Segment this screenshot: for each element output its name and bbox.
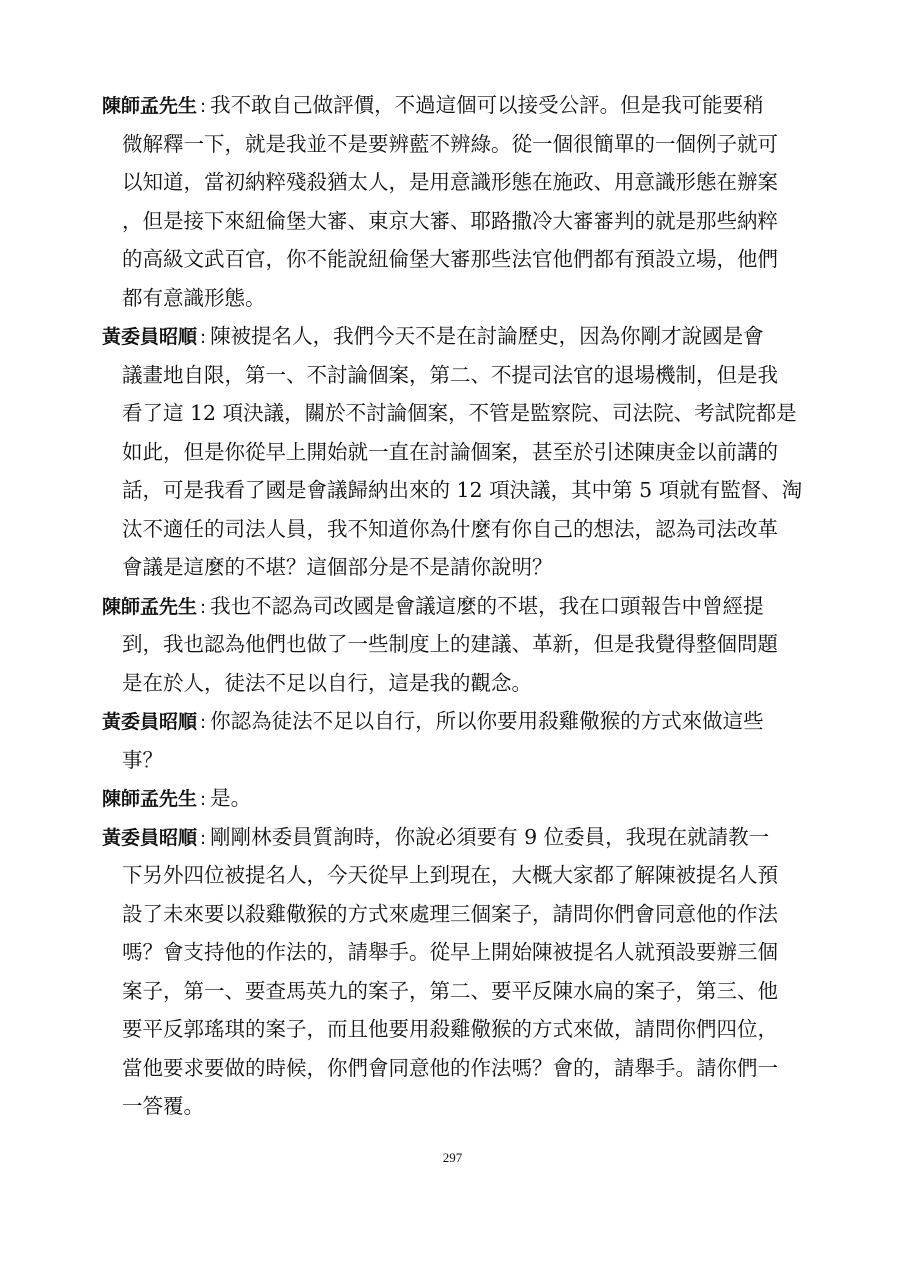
line-text: 微解釋一下，就是我並不是要辨藍不辨綠。從一個很簡單的一個例子就可: [122, 131, 778, 156]
text-line: [102, 86, 808, 125]
speaker-name: 陳師孟先生: [102, 95, 198, 117]
speaker-name: 陳師孟先生: [102, 788, 198, 810]
line-text: 都有意識形態。: [122, 285, 266, 310]
line-text: 話，可是我看了國是會議歸納出來的 12 項決議，其中第 5 項就有監督、淘: [122, 478, 803, 502]
text-line: [102, 664, 808, 703]
text-line: [102, 587, 808, 626]
speech-paragraph: [102, 317, 808, 587]
line-text: 是在於人，徒法不足以自行，這是我的觀念。: [122, 670, 532, 695]
text-line: [102, 548, 808, 587]
text-line: [102, 317, 808, 356]
line-text: 是。: [210, 786, 252, 810]
line-text: 要平反郭瑤琪的案子，而且他要用殺雞儆猴的方式來做，請問你們四位，: [122, 1017, 778, 1041]
text-line: [102, 279, 808, 318]
text-line: [102, 510, 808, 549]
speaker-separator: :: [200, 827, 207, 849]
text-line: [102, 394, 808, 433]
line-text: 案子，第一、要查馬英九的案子，第二、要平反陳水扁的案子，第三、他: [122, 978, 778, 1003]
text-line: [102, 779, 808, 818]
speech-paragraph: [102, 587, 808, 703]
speech-paragraph: [102, 779, 808, 818]
speaker-name: 黃委員昭順: [102, 711, 198, 733]
line-text: 設了未來要以殺雞儆猴的方式來處理三個案子，請問你們會同意他的作法: [122, 901, 778, 926]
line-text: 如此，但是你從早上開始就一直在討論個案，甚至於引述陳庚金以前講的: [122, 439, 778, 464]
text-line: [102, 856, 808, 895]
line-text: 你認為徒法不足以自行，所以你要用殺雞儆猴的方式來做這些: [210, 709, 764, 733]
line-text: 議畫地自限，第一、不討論個案，第二、不提司法官的退場機制，但是我: [122, 362, 778, 387]
line-text: 剛剛林委員質詢時，你說必須要有 9 位委員，我現在就請教一: [210, 824, 770, 849]
line-text: 嗎？會支持他的作法的，請舉手。從早上開始陳被提名人就預設要辦三個: [122, 940, 778, 964]
line-text: 會議是這麼的不堪？這個部分是不是請你說明？: [122, 555, 553, 579]
speaker-separator: :: [200, 712, 207, 733]
line-text: 看了這 12 項決議，關於不討論個案，不管是監察院、司法院、考試院都是: [122, 401, 797, 425]
text-line: [102, 933, 808, 972]
speech-paragraph: [102, 702, 808, 779]
text-line: [102, 356, 808, 395]
text-line: [102, 895, 808, 934]
text-line: [102, 433, 808, 472]
speaker-separator: :: [200, 96, 207, 117]
text-line: [102, 741, 808, 780]
speaker-name: 陳師孟先生: [102, 595, 198, 618]
line-text: ，但是接下來紐倫堡大審、東京大審、耶路撒冷大審審判的就是那些納粹: [122, 208, 778, 233]
text-line: [102, 1049, 808, 1088]
line-text: 以知道，當初納粹殘殺猶太人，是用意識形態在施政、用意識形態在辦案: [122, 170, 778, 194]
text-line: [102, 818, 808, 857]
text-line: [102, 471, 808, 510]
speaker-separator: :: [200, 789, 207, 810]
transcript-body: [102, 86, 808, 1126]
line-text: 下另外四位被提名人，今天從早上到現在，大概大家都了解陳被提名人預: [122, 863, 778, 887]
line-text: 事？: [122, 747, 163, 772]
text-line: [102, 240, 808, 279]
speech-paragraph: [102, 818, 808, 1126]
line-text: 一答覆。: [122, 1094, 204, 1118]
line-text: 汰不適任的司法人員，我不知道你為什麼有你自己的想法，認為司法改革: [122, 516, 778, 541]
line-text: 陳被提名人，我們今天不是在討論歷史，因為你剛才說國是會: [210, 324, 764, 348]
text-line: [102, 1087, 808, 1126]
line-text: 的高級文武百官，你不能說紐倫堡大審那些法官他們都有預設立場，他們: [122, 247, 778, 271]
line-text: 當他要求要做的時候，你們會同意他的作法嗎？會的，請舉手。請你們一: [122, 1055, 778, 1080]
speaker-name: 黃委員昭順: [102, 326, 198, 348]
speaker-separator: :: [200, 327, 207, 348]
text-line: [102, 625, 808, 664]
page-number: 297: [442, 1150, 463, 1165]
text-line: [102, 702, 808, 741]
speech-paragraph: [102, 86, 808, 317]
text-line: [102, 163, 808, 202]
line-text: 到，我也認為他們也做了一些制度上的建議、革新，但是我覺得整個問題: [122, 632, 778, 656]
text-line: [102, 1010, 808, 1049]
text-line: [102, 202, 808, 241]
text-line: [102, 972, 808, 1011]
text-line: [102, 125, 808, 164]
speaker-separator: :: [200, 596, 207, 618]
line-text: 我也不認為司改國是會議這麼的不堪，我在口頭報告中曾經提: [210, 593, 764, 618]
speaker-name: 黃委員昭順: [102, 826, 198, 849]
line-text: 我不敢自己做評價，不過這個可以接受公評。但是我可能要稍: [210, 93, 764, 117]
